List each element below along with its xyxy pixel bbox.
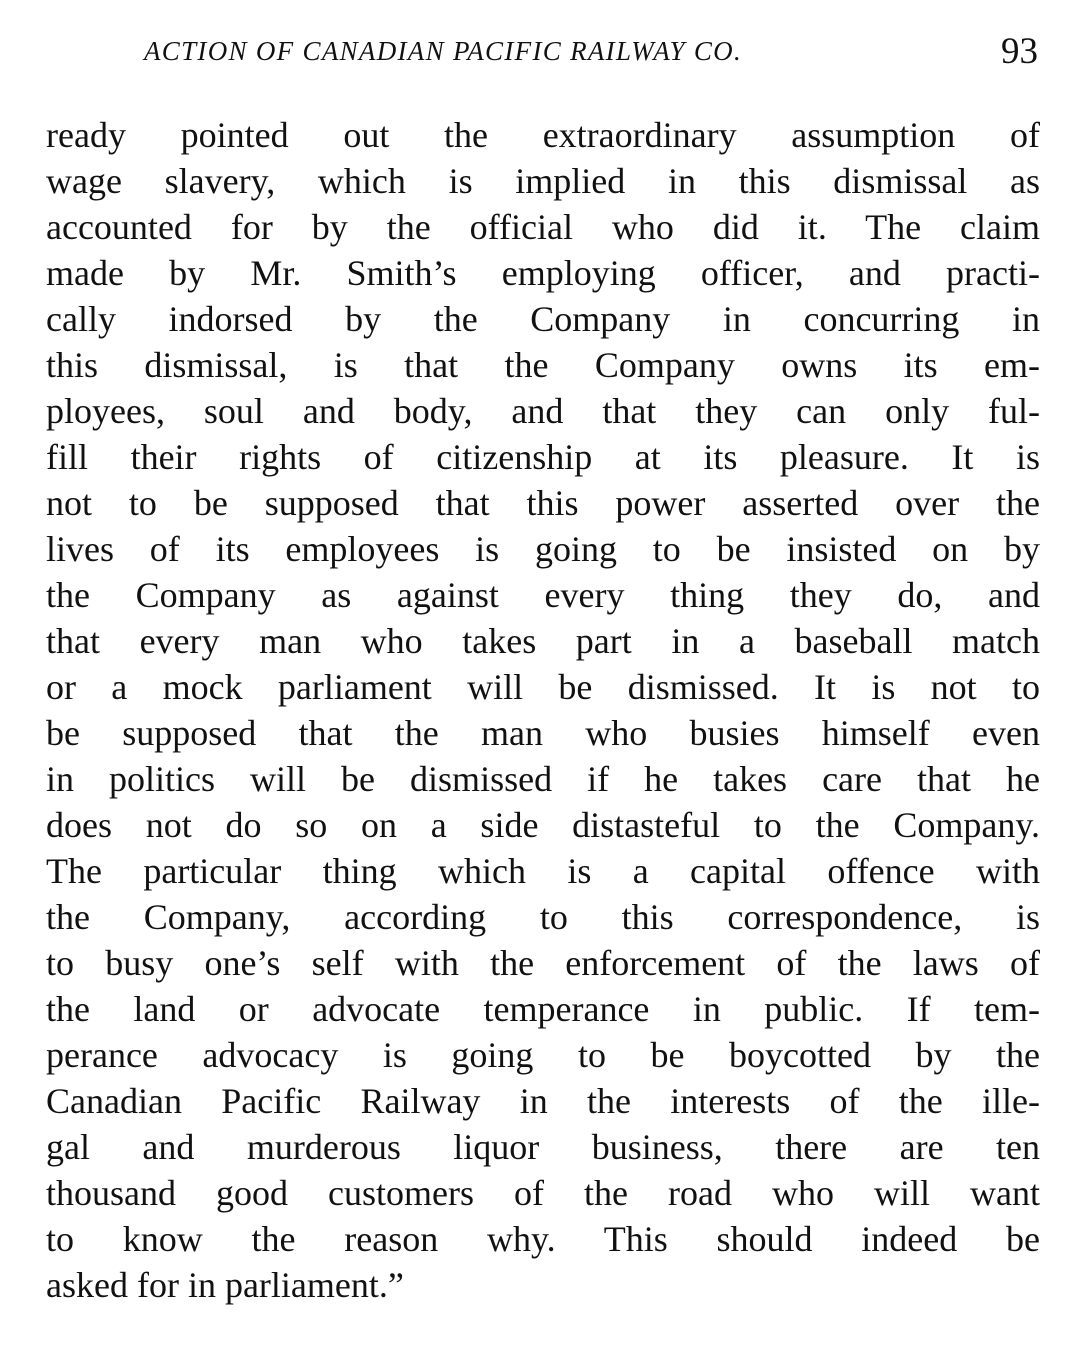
text-line-last: asked for in parliament.” [46,1265,404,1305]
text-line: this dismissal, is that the Company owns its em- [46,345,1040,385]
text-line: that every man who takes part in a baseball match [46,621,1040,661]
text-line: Canadian Pacific Railway in the interests of the ille- [46,1081,1040,1121]
text-line: cally indorsed by the Company in concurring in [46,299,1040,339]
running-title: ACTION OF CANADIAN PACIFIC RAILWAY CO. [144,36,743,66]
text-line: to know the reason why. This should indeed be [46,1219,1040,1259]
text-line: perance advocacy is going to be boycotted by the [46,1035,1040,1075]
body-text [46,112,1040,1308]
text-line: in politics will be dismissed if he takes care that he [46,759,1040,799]
text-line: ready pointed out the extraordinary assumption of [46,115,1040,155]
text-line: lives of its employees is going to be insisted on by [46,529,1040,569]
running-head [46,30,1038,76]
text-line: ployees, soul and body, and that they can only ful- [46,391,1040,431]
text-line: does not do so on a side distasteful to the Company. [46,805,1040,845]
text-line: fill their rights of citizenship at its pleasure. It is [46,437,1040,477]
text-line: thousand good customers of the road who will want [46,1173,1040,1213]
text-line: The particular thing which is a capital offence with [46,851,1040,891]
page-number: 93 [1001,31,1038,72]
text-line: or a mock parliament will be dismissed. It is not to [46,667,1040,707]
text-line: to busy one’s self with the enforcement of the laws of [46,943,1040,983]
text-line: the Company, according to this correspondence, is [46,897,1040,937]
text-line: accounted for by the official who did it. The claim [46,207,1040,247]
text-line: gal and murderous liquor business, there are ten [46,1127,1040,1167]
text-line: not to be supposed that this power asserted over the [46,483,1040,523]
text-line: the Company as against every thing they do, and [46,575,1040,615]
text-line: wage slavery, which is implied in this dismissal as [46,161,1040,201]
text-line: the land or advocate temperance in public. If tem- [46,989,1040,1029]
text-line: be supposed that the man who busies himself even [46,713,1040,753]
text-line: made by Mr. Smith’s employing officer, and practi- [46,253,1040,293]
